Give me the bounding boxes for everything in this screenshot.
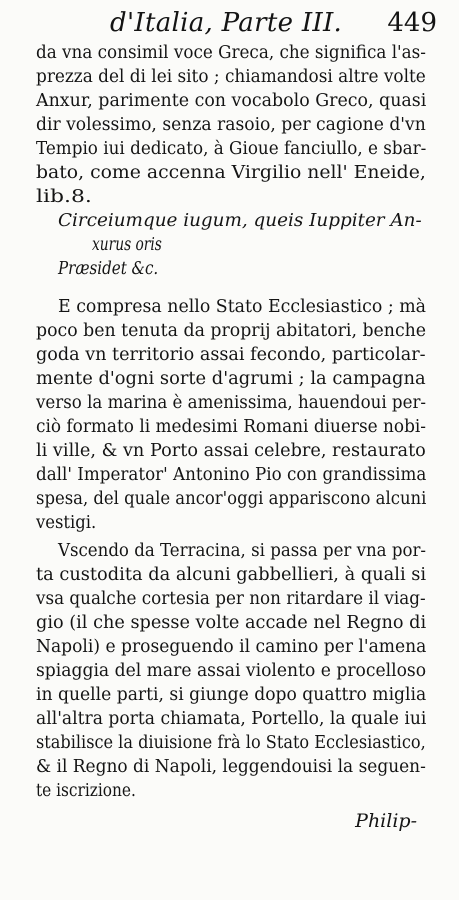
text-line: prezza del di lei sito ; chiamandosi altre volte: [36, 67, 426, 87]
page-header: [0, 6, 459, 40]
text-line: ciò formato li medesimi Romani diuerse nobi-: [36, 417, 427, 437]
text-line: spesa, del quale ancor'oggi appariscono alcuni: [36, 489, 427, 509]
running-head: d'Italia, Parte III.: [110, 8, 343, 38]
text-line: li ville, & vn Porto assai celebre, restaurato: [36, 441, 426, 461]
text-line: spiaggia del mare assai violento e procelloso: [36, 661, 427, 681]
text-line: dall' Imperator' Antonino Pio con grandissima: [36, 465, 427, 485]
text-line: vestigi.: [36, 513, 97, 533]
text-line: Tempio iui dedicato, à Gioue fanciullo, e sbar-: [36, 139, 427, 159]
text-line: vsa qualche cortesia per non ritardare il viag-: [36, 589, 426, 609]
text-line: da vna consimil voce Greca, che significa l'as-: [36, 43, 426, 63]
text-line: Napoli) e proseguendo il camino per l'amena: [36, 637, 427, 657]
text-line: Vscendo da Terracina, si passa per vna por-: [58, 541, 426, 561]
text-line: te iscrizione.: [36, 781, 136, 801]
text-line: bato, come accenna Virgilio nell' Eneide,: [36, 163, 426, 183]
text-line: in quelle parti, si giunge dopo quattro miglia: [36, 685, 427, 705]
text-line: & il Regno di Napoli, leggendouisi la seguen-: [36, 757, 426, 777]
text-line: lib.8.: [36, 187, 92, 207]
text-line: dir volessimo, senza rasoio, per cagione d'vn: [36, 115, 426, 135]
quote-line: Circeiumque iugum, queis Iuppiter An-: [58, 211, 422, 231]
text-line: all'altra porta chiamata, Portello, la quale iui: [36, 709, 427, 729]
text-line: goda vn territorio assai fecondo, particolar-: [36, 345, 426, 365]
text-line: poco ben tenuta da proprij abitatori, benche: [36, 321, 427, 341]
text-line: ta custodita da alcuni gabbellieri, à quali si: [36, 565, 427, 585]
text-line: verso la marina è amenissima, hauendoui per-: [36, 393, 427, 413]
page-number: 449: [387, 8, 437, 38]
catchword: Philip-: [355, 810, 417, 832]
text-line: E compresa nello Stato Ecclesiastico ; mà: [58, 297, 427, 317]
text-line: mente d'ogni sorte d'agrumi ; la campagna: [36, 369, 426, 389]
quote-line: xurus oris: [92, 235, 162, 255]
quote-line: Præsidet &c.: [58, 259, 159, 279]
text-line: stabilisce la diuisione frà lo Stato Ecclesiastico,: [36, 733, 426, 753]
text-line: gio (il che spesse volte accade nel Regno di: [36, 613, 427, 633]
text-line: Anxur, parimente con vocabolo Greco, quasi: [36, 91, 427, 111]
